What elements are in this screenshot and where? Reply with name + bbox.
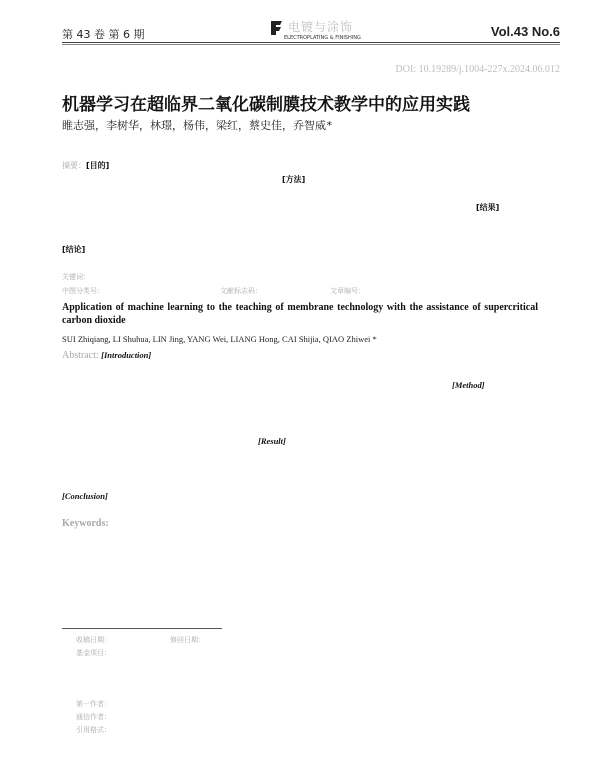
clc-number-label: 中图分类号： — [62, 287, 104, 295]
header-rule-thin — [62, 44, 560, 45]
journal-logo-text-cn: 电镀与涂饰 — [288, 20, 354, 34]
journal-issue: 第 43 卷 第 6 期 — [62, 28, 145, 41]
authors-cn: 睢志强，李树华，林璟，杨伟，梁红，蔡史佳，乔智威* — [62, 119, 333, 132]
document-code-label: 文献标志码： — [220, 287, 262, 295]
keywords-cn-label: 关键词： — [62, 273, 90, 281]
keywords-en-label: Keywords: — [62, 518, 109, 529]
citation-format-label: 引用格式： — [76, 726, 111, 734]
abstract-cn-conclusion: [结论] — [62, 245, 86, 254]
abstract-en-conclusion: [Conclusion] — [62, 491, 108, 501]
received-date-label: 收稿日期： — [76, 636, 111, 644]
abstract-en — [62, 350, 151, 361]
journal-logo — [270, 18, 390, 44]
abstract-cn-result: [结果] — [476, 203, 500, 212]
abstract-cn-method: [方法] — [282, 175, 306, 184]
article-number-label: 文章编号： — [330, 287, 365, 295]
paper-title-cn: 机器学习在超临界二氧化碳制膜技术教学中的应用实践 — [62, 95, 470, 115]
abstract-en-method: [Method] — [452, 380, 485, 390]
abstract-en-result: [Result] — [258, 436, 286, 446]
header-rule — [62, 42, 560, 43]
doi: DOI: 10.19289/j.1004-227x.2024.06.012 — [395, 64, 560, 75]
abstract-en-label: Abstract: — [62, 350, 99, 361]
abstract-cn — [62, 160, 109, 171]
volume-number: Vol.43 No.6 — [490, 24, 560, 39]
abstract-cn-objective: [目的] — [86, 161, 110, 170]
first-author-label: 第一作者： — [76, 700, 111, 708]
authors-en: SUI Zhiqiang, LI Shuhua, LIN Jing, YANG Wei, LIANG Hong, CAI Shijia, QIAO Zhiwei * — [62, 334, 377, 344]
fund-label: 基金项目： — [76, 649, 111, 657]
revised-date-label: 修回日期： — [170, 636, 205, 644]
abstract-cn-label: 摘要： — [62, 161, 86, 170]
journal-logo-icon — [270, 20, 284, 36]
paper-title-en: Application of machine learning to the teaching of membrane technology with the assistance of supercritical carbon dioxide — [62, 302, 538, 326]
corresponding-author-label: 通信作者： — [76, 713, 111, 721]
abstract-en-introduction: [Introduction] — [101, 350, 152, 360]
footnote-rule — [62, 628, 222, 629]
journal-logo-text-en: ELECTROPLATING & FINISHING — [284, 35, 361, 41]
